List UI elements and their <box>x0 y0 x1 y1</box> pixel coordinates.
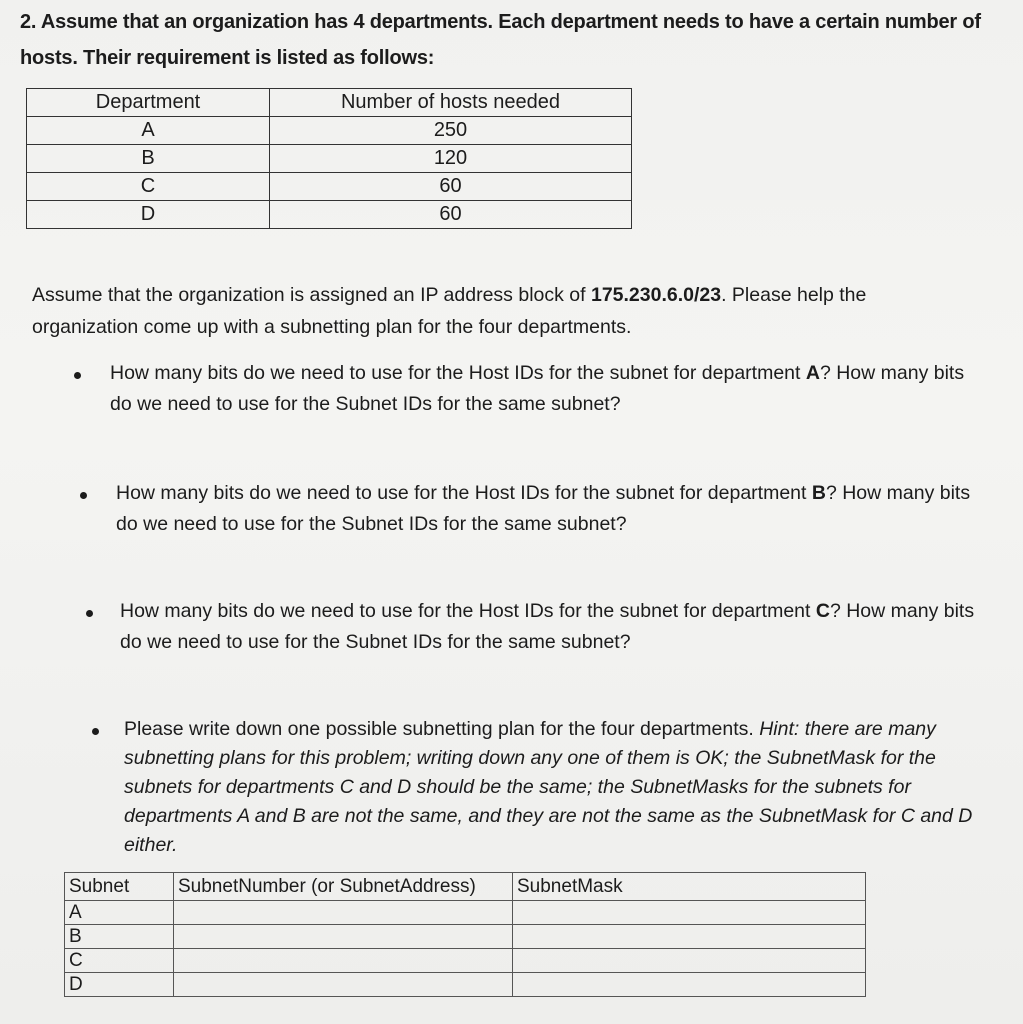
bullet-text: How many bits do we need to use for the Host IDs for the subnet for department C? How many bits do we need to use for the Subnet IDs for the same subnet? <box>120 600 975 653</box>
bullet-text: How many bits do we need to use for the Host IDs for the subnet for department A? How many bits do we need to use for the Subnet IDs for the same subnet? <box>110 362 965 415</box>
column-header-department: Department <box>27 89 270 117</box>
requirements-table <box>26 88 632 229</box>
subnet-mask-cell[interactable] <box>513 973 866 997</box>
subnet-mask-cell[interactable] <box>513 949 866 973</box>
table-row <box>27 117 632 145</box>
bullet-dot <box>74 372 81 379</box>
subnet-cell: D <box>65 973 174 997</box>
subnetting-plan-table <box>64 872 866 997</box>
bullet-text: Please write down one possible subnetting plan for the four departments. Hint: there are many subnetting plans for this problem; writing down any one of them is OK; the SubnetMask for the subnets for departments C and D should be the same; the SubnetMasks for the subnets for departments A and B are not the same, and they are not the same as the SubnetMask for C and D either. <box>124 718 973 856</box>
department-cell: D <box>27 201 270 229</box>
question-heading: 2. Assume that an organization has 4 departments. Each department needs to have a certain number of hosts. Their requirement is listed as follows: <box>20 11 981 69</box>
department-cell: A <box>27 117 270 145</box>
table-row <box>65 925 866 949</box>
subnet-number-cell[interactable] <box>174 949 513 973</box>
bullet-text: How many bits do we need to use for the Host IDs for the subnet for department B? How many bits do we need to use for the Subnet IDs for the same subnet? <box>116 482 971 535</box>
subnet-number-cell[interactable] <box>174 901 513 925</box>
table-row <box>27 201 632 229</box>
subnet-cell: A <box>65 901 174 925</box>
subnet-cell: C <box>65 949 174 973</box>
bullet-dot <box>86 610 93 617</box>
column-header-subnet-number: SubnetNumber (or SubnetAddress) <box>174 873 513 901</box>
table-header-row <box>27 89 632 117</box>
table-row <box>65 973 866 997</box>
bullet-dot <box>80 492 87 499</box>
subnet-mask-cell[interactable] <box>513 925 866 949</box>
hint-text: Hint: there are many subnetting plans for this problem; writing down any one of them is OK; the SubnetMask for the subnets for departments C and D should be the same; the SubnetMasks for the subnets for departments A and B are not the same, and they are not the same as the SubnetMask for C and D either. <box>124 718 973 856</box>
assignment-text-after: . Please help the organization come up with a subnetting plan for the four departments. <box>32 284 867 338</box>
assignment-text-before: Assume that the organization is assigned an IP address block of <box>32 284 591 306</box>
bullet-dot <box>92 728 99 735</box>
column-header-hosts: Number of hosts needed <box>270 89 632 117</box>
department-cell: C <box>27 173 270 201</box>
ip-block: 175.230.6.0/23 <box>590 284 722 306</box>
column-header-subnet: Subnet <box>65 873 174 901</box>
department-cell: B <box>27 145 270 173</box>
subnet-number-cell[interactable] <box>174 973 513 997</box>
hosts-cell: 60 <box>270 173 632 201</box>
hosts-cell: 120 <box>270 145 632 173</box>
table-row <box>65 901 866 925</box>
table-row <box>27 173 632 201</box>
table-row <box>65 949 866 973</box>
subnet-cell: B <box>65 925 174 949</box>
subnet-mask-cell[interactable] <box>513 901 866 925</box>
hosts-cell: 60 <box>270 201 632 229</box>
column-header-subnet-mask: SubnetMask <box>513 873 866 901</box>
subnet-number-cell[interactable] <box>174 925 513 949</box>
hosts-cell: 250 <box>270 117 632 145</box>
assignment-paragraph <box>32 279 932 343</box>
table-header-row <box>65 873 866 901</box>
table-row <box>27 145 632 173</box>
